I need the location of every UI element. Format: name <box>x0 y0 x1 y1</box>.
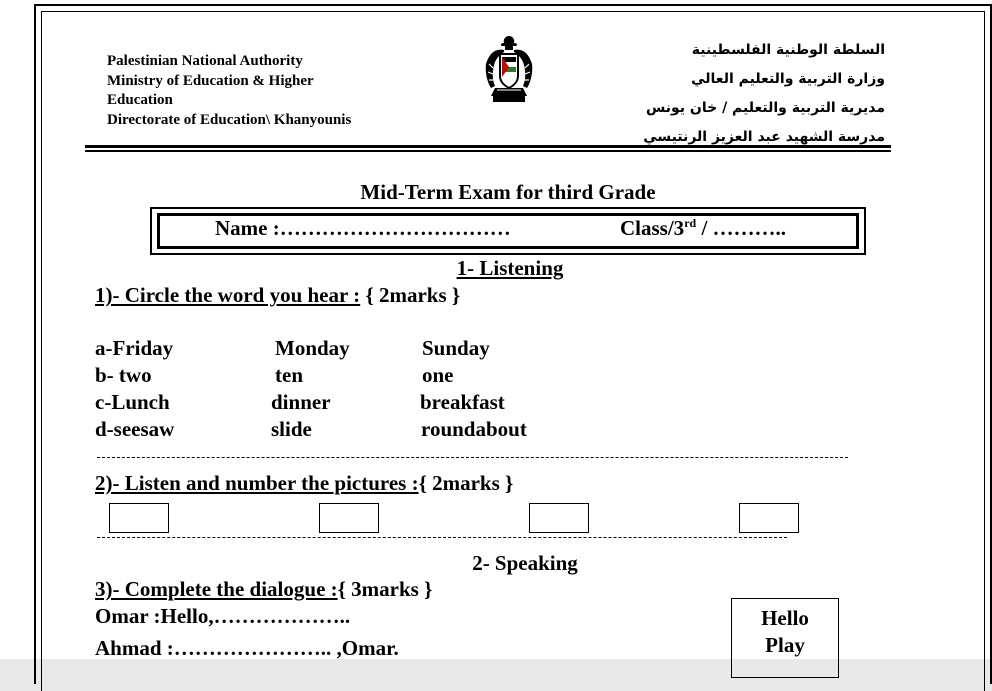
picture-number-box[interactable] <box>529 503 589 533</box>
question-1 <box>95 283 460 308</box>
header-english <box>107 52 351 130</box>
name-field[interactable]: Name :…………………………… <box>215 216 511 240</box>
dialogue-line[interactable]: Omar :Hello,……………….. <box>95 604 351 628</box>
q2-marks: { 2marks } <box>418 471 514 495</box>
picture-number-box[interactable] <box>109 503 169 533</box>
separator-dashed <box>97 537 787 538</box>
q1-marks: { 2marks } <box>360 283 461 307</box>
q1-word[interactable]: d-seesaw <box>95 417 175 441</box>
class-prefix: Class/3 <box>620 216 685 240</box>
header-ar-line: مدرسة الشهيد عبد العزيز الرنتيسي <box>643 129 885 145</box>
picture-number-box[interactable] <box>319 503 379 533</box>
q1-word[interactable]: one <box>422 363 454 387</box>
header-ar-line: مديرية التربية والتعليم / خان يونس <box>645 100 885 116</box>
header-rule-thin <box>85 150 891 152</box>
q1-word[interactable]: dinner <box>271 390 331 414</box>
q1-word[interactable]: slide <box>271 417 312 441</box>
class-field[interactable] <box>620 216 786 241</box>
class-suffix: / ……….. <box>696 216 787 240</box>
q2-title: 2)- Listen and number the pictures : <box>95 471 419 495</box>
header-ar-line: وزارة التربية والتعليم العالي <box>691 71 885 87</box>
header-ar-line: السلطة الوطنية الفلسطينية <box>691 42 885 58</box>
header-en-line: Ministry of Education & Higher <box>107 72 314 89</box>
q1-word[interactable]: Sunday <box>422 336 490 360</box>
q1-word[interactable]: b- two <box>95 363 152 387</box>
word-bank-box <box>731 598 839 678</box>
header-rule <box>85 145 891 148</box>
q1-word[interactable]: breakfast <box>420 390 505 414</box>
dialogue-line[interactable]: Ahmad :………………….. ,Omar. <box>95 636 399 660</box>
header-en-line: Education <box>107 92 173 108</box>
q1-word[interactable]: a-Friday <box>95 336 174 360</box>
exam-title: Mid-Term Exam for third Grade <box>360 180 656 204</box>
section-listening: 1- Listening <box>456 256 564 280</box>
q3-marks: { 3marks } <box>337 577 433 601</box>
q1-word[interactable]: roundabout <box>421 417 527 441</box>
q1-title: 1)- Circle the word you hear : <box>95 283 361 307</box>
q3-title: 3)- Complete the dialogue : <box>95 577 338 601</box>
class-sup: rd <box>684 216 697 230</box>
q1-word[interactable]: c-Lunch <box>95 390 170 414</box>
word-bank-item: Play <box>765 633 805 657</box>
word-bank-item: Hello <box>761 606 809 630</box>
header-arabic <box>643 36 885 152</box>
question-3 <box>95 577 432 602</box>
palestinian-eagle-emblem-icon <box>483 34 535 106</box>
separator-dashed <box>97 457 848 458</box>
picture-number-box[interactable] <box>739 503 799 533</box>
header-en-line: Directorate of Education\ Khanyounis <box>107 111 352 128</box>
header-en-line: Palestinian National Authority <box>107 53 303 69</box>
section-speaking: 2- Speaking <box>472 551 578 575</box>
question-2 <box>95 471 513 496</box>
q1-word[interactable]: ten <box>275 363 303 387</box>
q1-word[interactable]: Monday <box>275 336 350 360</box>
